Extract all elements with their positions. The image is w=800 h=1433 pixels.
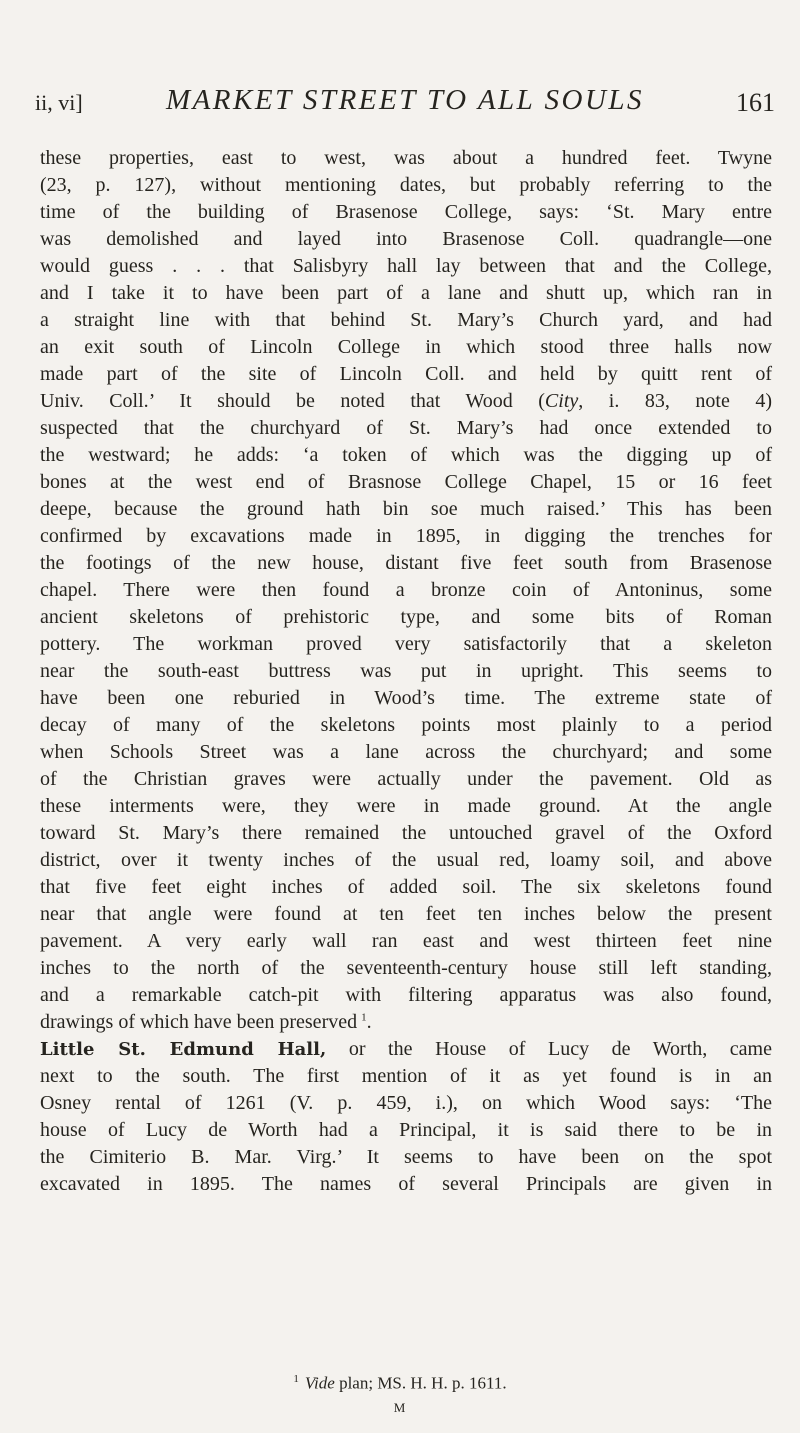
text-line: when Schools Street was a lane across the churchyard; and some <box>40 741 772 763</box>
text-line: house of Lucy de Worth had a Principal, it is said there to be in <box>40 1119 772 1141</box>
text-line: confirmed by excavations made in 1895, in digging the trenches for <box>40 525 772 547</box>
section-heading-line <box>40 1036 772 1063</box>
text-line: ancient skeletons of prehistoric type, and some bits of Roman <box>40 606 772 628</box>
footnote-text: plan; MS. H. H. p. 1611. <box>334 1373 507 1393</box>
text-line: suspected that the churchyard of St. Mary’s had once extended to <box>40 417 772 439</box>
section-heading: Little St. Edmund Hall, <box>40 1039 327 1060</box>
text-line: have been one reburied in Wood’s time. The extreme state of <box>40 687 772 709</box>
text-line: inches to the north of the seventeenth-century house still left standing, <box>40 957 772 979</box>
page-title: MARKET STREET TO ALL SOULS <box>165 84 645 116</box>
text-line: next to the south. The first mention of it as yet found is in an <box>40 1065 772 1087</box>
text-line: bones at the west end of Brasnose College Chapel, 15 or 16 feet <box>40 471 772 493</box>
text-line: a straight line with that behind St. Mary’s Church yard, and had <box>40 309 772 331</box>
text-line: excavated in 1895. The names of several Principals are given in <box>40 1173 772 1195</box>
footnote <box>0 1373 800 1394</box>
text-line-wood-reference <box>40 388 772 415</box>
text-line: decay of many of the skeletons points most plainly to a period <box>40 714 772 736</box>
text-line: and I take it to have been part of a lane and shutt up, which ran in <box>40 282 772 304</box>
text-line-with-footnote <box>40 1009 772 1036</box>
italic-reference: City <box>544 390 579 412</box>
text-line: made part of the site of Lincoln Coll. and held by quitt rent of <box>40 363 772 385</box>
text-line: was demolished and layed into Brasenose Coll. quadrangle—one <box>40 228 772 250</box>
reference-rest: , i. 83, note 4) <box>578 390 772 412</box>
text-line: an exit south of Lincoln College in which stood three halls now <box>40 336 772 358</box>
footnote-reference: 1 <box>361 1011 367 1024</box>
text-line: toward St. Mary’s there remained the untouched gravel of the Oxford <box>40 822 772 844</box>
body-text <box>40 145 772 1198</box>
line-text: Univ. Coll.’ It should be noted that Wood ( <box>40 390 545 412</box>
text-line: would guess . . . that Salisbyry hall lay between that and the College, <box>40 255 772 277</box>
text-line: these interments were, they were in made ground. At the angle <box>40 795 772 817</box>
running-head <box>35 84 775 120</box>
text-line: the footings of the new house, distant five feet south from Brasenose <box>40 552 772 574</box>
footnote-italic: Vide <box>304 1373 335 1393</box>
line-text: drawings of which have been preserved <box>40 1011 358 1033</box>
text-line: the westward; he adds: ‘a token of which was the digging up of <box>40 444 772 466</box>
footnote-marker: 1 <box>293 1373 299 1385</box>
text-line: and a remarkable catch-pit with filtering apparatus was also found, <box>40 984 772 1006</box>
text-line: of the Christian graves were actually under the pavement. Old as <box>40 768 772 790</box>
text-line: pavement. A very early wall ran east and west thirteen feet nine <box>40 930 772 952</box>
text-line: (23, p. 127), without mentioning dates, but probably referring to the <box>40 174 772 196</box>
signature-mark: M <box>393 1400 407 1415</box>
text-line: the Cimiterio B. Mar. Virg.’ It seems to have been on the spot <box>40 1146 772 1168</box>
text-line: that five feet eight inches of added soil. The six skeletons found <box>40 876 772 898</box>
text-line: chapel. There were then found a bronze coin of Antoninus, some <box>40 579 772 601</box>
sentence-period: . <box>366 1011 372 1033</box>
text-line: these properties, east to west, was about a hundred feet. Twyne <box>40 147 772 169</box>
text-line: district, over it twenty inches of the usual red, loamy soil, and above <box>40 849 772 871</box>
text-line: near that angle were found at ten feet ten inches below the present <box>40 903 772 925</box>
chapter-reference: ii, vi] <box>35 90 83 115</box>
page-number: 161 <box>736 88 775 117</box>
text-line: deepe, because the ground hath bin soe much raised.’ This has been <box>40 498 772 520</box>
text-line: time of the building of Brasenose College, says: ‘St. Mary entre <box>40 201 772 223</box>
text-line: Osney rental of 1261 (V. p. 459, i.), on which Wood says: ‘The <box>40 1092 772 1114</box>
line-text: or the House of Lucy de Worth, came <box>326 1038 772 1060</box>
text-line: pottery. The workman proved very satisfactorily that a skeleton <box>40 633 772 655</box>
text-line: near the south-east buttress was put in upright. This seems to <box>40 660 772 682</box>
